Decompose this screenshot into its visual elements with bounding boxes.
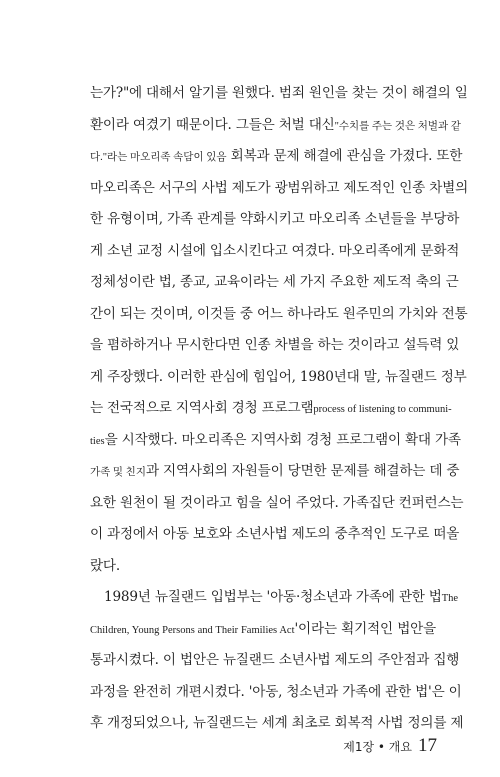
line-text: 요한 원천이 될 것이라고 힘을 실어 주었다. 가족집단 컨퍼런스는: [90, 494, 464, 511]
annotation-text: 다."라는 마오리족 속담이 있음: [90, 152, 227, 163]
line-text: 한 유형이며, 가족 관계를 약화시키고 마오리족 소년들을 부당하: [90, 211, 460, 227]
text-line: [90, 645, 460, 677]
annotation-text: The: [441, 593, 459, 604]
text-line: [90, 551, 436, 583]
annotation-text: process of listening to communi-: [313, 404, 452, 415]
line-text: 후 개정되었으나, 뉴질랜드는 세계 최초로 회복적 사법 정의를 제: [90, 715, 464, 731]
line-text: 1989년 뉴질랜드 입법부는 '아동·청소년과 가족에 관한 법: [104, 589, 442, 605]
line-text: 간이 되는 것이며, 이것들 중 어느 하나라도 원주민의 가치와 전통: [90, 305, 468, 322]
line-text: 을 시작했다. 마오리족은 지역사회 경청 프로그램이 확대 가족: [104, 431, 461, 448]
text-line: [90, 393, 452, 425]
text-line: [90, 488, 464, 520]
text-line: [90, 362, 467, 394]
annotation-text: Children, Young Persons and Their Families Act: [90, 624, 295, 636]
text-line: [90, 141, 463, 173]
line-text: 정체성이란 법, 종교, 교육이라는 세 가지 주요한 제도적 축의 근: [90, 274, 459, 290]
text-line: [90, 582, 459, 614]
text-line: [90, 267, 459, 299]
line-text: 을 폄하하거나 무시한다면 인종 차별을 하는 것이라고 설득력 있: [90, 337, 460, 353]
text-line: [90, 78, 468, 110]
text-line: [90, 519, 460, 551]
annotation-text: ties: [90, 435, 105, 447]
text-line: [90, 299, 468, 331]
annotation-text: "수치를 주는 것은 처벌과 같: [334, 120, 461, 132]
annotation-text: 가족 및 친지: [90, 467, 146, 478]
line-text: '이라는 획기적인 법안을: [294, 620, 436, 637]
line-text: 환이라 여겼기 때문이다. 그들은 처벌 대신: [90, 116, 335, 133]
text-line: [90, 425, 461, 457]
line-text: 랐다.: [90, 557, 120, 574]
page-number: 17: [418, 735, 437, 756]
line-text: 회복과 문제 해결에 관심을 가졌다. 또한: [226, 148, 463, 164]
line-text: 통과시켰다. 이 법안은 뉴질랜드 소년사법 제도의 주안점과 집행: [90, 652, 460, 668]
chapter-label: 제1장 • 개요: [343, 740, 412, 754]
text-line: [90, 110, 461, 142]
body-text: [90, 78, 468, 740]
text-line: [90, 614, 436, 646]
page-footer: [343, 735, 437, 757]
line-text: 이 과정에서 아동 보호와 소년사법 제도의 중추적인 도구로 떠올: [90, 526, 460, 542]
line-text: 과 지역사회의 자원들이 당면한 문제를 해결하는 데 중: [145, 463, 460, 479]
line-text: 마오리족은 서구의 사법 제도가 광범위하고 제도적인 인종 차별의: [90, 179, 468, 196]
line-text: 게 주장했다. 이러한 관심에 힘입어, 1980년대 말, 뉴질랜드 정부: [90, 368, 467, 385]
text-line: [90, 204, 460, 236]
text-line: [90, 677, 462, 709]
line-text: 는 전국적으로 지역사회 경청 프로그램: [90, 400, 314, 416]
line-text: 는가?"에 대해서 알기를 원했다. 범죄 원인을 찾는 것이 해결의 일: [90, 85, 468, 101]
text-line: [90, 236, 460, 268]
line-text: 과정을 완전히 개편시켰다. '아동, 청소년과 가족에 관한 법'은 이: [90, 683, 462, 700]
text-line: [90, 330, 460, 362]
line-text: 게 소년 교정 시설에 입소시킨다고 여겼다. 마오리족에게 문화적: [90, 242, 460, 259]
text-line: [90, 456, 460, 488]
text-line: [90, 173, 468, 205]
